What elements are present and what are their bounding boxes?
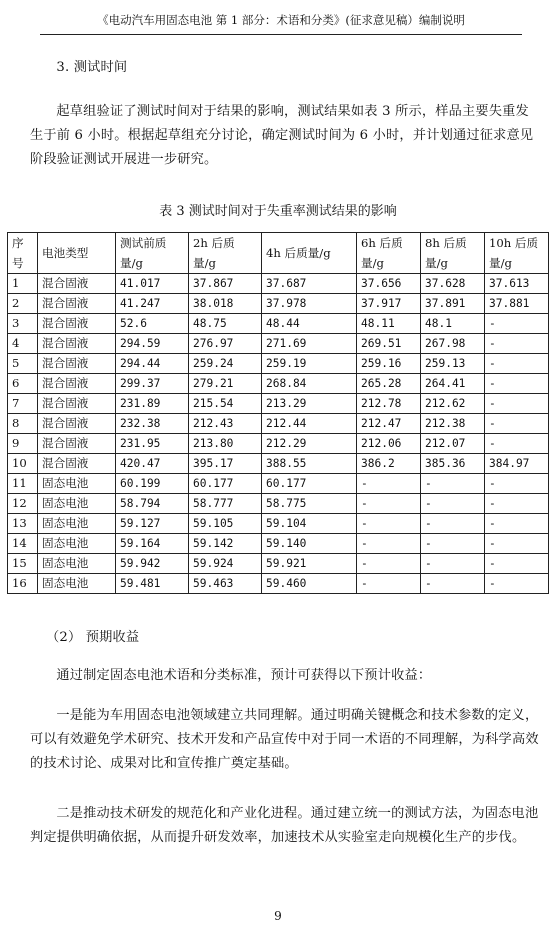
table-cell: 299.37 bbox=[116, 374, 189, 394]
benefit-point-1: 一是能为车用固态电池领域建立共同理解。通过明确关键概念和技术参数的定义，可以有效避免学术研究、技术开发和产品宣传中对于同一术语的不同理解，为科学高效的技术讨论、成果对比和宣传推广奠定基础。 bbox=[30, 708, 539, 771]
table-cell: 59.921 bbox=[262, 554, 357, 574]
table-cell: - bbox=[485, 394, 549, 414]
table-cell: 混合固液 bbox=[38, 374, 116, 394]
table-cell: 固态电池 bbox=[38, 574, 116, 594]
table-cell: 59.104 bbox=[262, 514, 357, 534]
table-cell: - bbox=[485, 474, 549, 494]
table-row bbox=[8, 274, 549, 294]
table-cell: 48.1 bbox=[421, 314, 485, 334]
table-cell: 294.44 bbox=[116, 354, 189, 374]
page-number: 9 bbox=[274, 909, 282, 923]
table-row bbox=[8, 414, 549, 434]
table-row bbox=[8, 574, 549, 594]
table-row bbox=[8, 294, 549, 314]
table-cell: 37.867 bbox=[189, 274, 262, 294]
table-cell: 7 bbox=[8, 394, 38, 414]
table-cell: 294.59 bbox=[116, 334, 189, 354]
table-cell: 213.29 bbox=[262, 394, 357, 414]
table-cell: 58.777 bbox=[189, 494, 262, 514]
table-cell: 15 bbox=[8, 554, 38, 574]
table-cell: 固态电池 bbox=[38, 534, 116, 554]
table-cell: - bbox=[485, 374, 549, 394]
table-cell: - bbox=[357, 514, 421, 534]
table-cell: 37.613 bbox=[485, 274, 549, 294]
table-cell: 212.62 bbox=[421, 394, 485, 414]
table-cell: 395.17 bbox=[189, 454, 262, 474]
table-cell: 60.199 bbox=[116, 474, 189, 494]
table-cell: - bbox=[485, 554, 549, 574]
table-row bbox=[8, 494, 549, 514]
table-row bbox=[8, 554, 549, 574]
table-cell: 48.44 bbox=[262, 314, 357, 334]
table-cell: 16 bbox=[8, 574, 38, 594]
table-cell: 58.794 bbox=[116, 494, 189, 514]
table-cell: 37.978 bbox=[262, 294, 357, 314]
table-cell: 212.43 bbox=[189, 414, 262, 434]
table-cell: 58.775 bbox=[262, 494, 357, 514]
table-cell: 268.84 bbox=[262, 374, 357, 394]
table-cell: 60.177 bbox=[189, 474, 262, 494]
column-header: 序号 bbox=[8, 233, 38, 274]
table-row bbox=[8, 354, 549, 374]
table-cell: - bbox=[485, 494, 549, 514]
table-cell: 混合固液 bbox=[38, 294, 116, 314]
table-cell: 265.28 bbox=[357, 374, 421, 394]
column-header: 10h 后质量/g bbox=[485, 233, 549, 274]
mass-loss-table bbox=[7, 232, 549, 594]
table-cell: 231.89 bbox=[116, 394, 189, 414]
table-cell: 259.24 bbox=[189, 354, 262, 374]
table-cell: 59.924 bbox=[189, 554, 262, 574]
table-cell: 212.38 bbox=[421, 414, 485, 434]
column-header: 2h 后质量/g bbox=[189, 233, 262, 274]
table-cell: 固态电池 bbox=[38, 514, 116, 534]
table-cell: 11 bbox=[8, 474, 38, 494]
table-cell: 213.80 bbox=[189, 434, 262, 454]
table-cell: 59.942 bbox=[116, 554, 189, 574]
table-cell: 38.018 bbox=[189, 294, 262, 314]
table-cell: 388.55 bbox=[262, 454, 357, 474]
table-cell: 259.16 bbox=[357, 354, 421, 374]
table-cell: - bbox=[421, 514, 485, 534]
table-cell: 3 bbox=[8, 314, 38, 334]
table-cell: - bbox=[357, 574, 421, 594]
table-cell: 混合固液 bbox=[38, 394, 116, 414]
table-cell: - bbox=[357, 474, 421, 494]
table-cell: 212.29 bbox=[262, 434, 357, 454]
benefit-point-2: 二是推动技术研发的规范化和产业化进程。通过建立统一的测试方法，为固态电池判定提供明确依据，从而提升研发效率，加速技术从实验室走向规模化生产的步伐。 bbox=[30, 806, 539, 845]
benefits-heading: （2） 预期收益 bbox=[46, 630, 140, 645]
table-cell: 59.127 bbox=[116, 514, 189, 534]
table-cell: 259.19 bbox=[262, 354, 357, 374]
table-cell: 59.463 bbox=[189, 574, 262, 594]
table-cell: 9 bbox=[8, 434, 38, 454]
table-cell: 混合固液 bbox=[38, 434, 116, 454]
table-cell: 48.11 bbox=[357, 314, 421, 334]
table-cell: 37.656 bbox=[357, 274, 421, 294]
table-cell: 混合固液 bbox=[38, 354, 116, 374]
table-cell: 41.017 bbox=[116, 274, 189, 294]
table-cell: 212.44 bbox=[262, 414, 357, 434]
table-cell: 6 bbox=[8, 374, 38, 394]
table-cell: 279.21 bbox=[189, 374, 262, 394]
table-cell: 37.628 bbox=[421, 274, 485, 294]
column-header: 测试前质量/g bbox=[116, 233, 189, 274]
table-cell: 固态电池 bbox=[38, 474, 116, 494]
table-row bbox=[8, 514, 549, 534]
table-cell: 59.142 bbox=[189, 534, 262, 554]
table-cell: 420.47 bbox=[116, 454, 189, 474]
table-row bbox=[8, 474, 549, 494]
page-header: 《电动汽车用固态电池 第 1 部分：术语和分类》(征求意见稿）编制说明 bbox=[40, 12, 522, 35]
table-cell: 固态电池 bbox=[38, 554, 116, 574]
table-cell: 59.481 bbox=[116, 574, 189, 594]
column-header: 6h 后质量/g bbox=[357, 233, 421, 274]
table-cell: 231.95 bbox=[116, 434, 189, 454]
table-cell: - bbox=[357, 534, 421, 554]
table-cell: - bbox=[421, 474, 485, 494]
table-cell: 混合固液 bbox=[38, 314, 116, 334]
table-header-row bbox=[8, 233, 549, 274]
table-cell: 混合固液 bbox=[38, 454, 116, 474]
table-cell: 271.69 bbox=[262, 334, 357, 354]
table-cell: 41.247 bbox=[116, 294, 189, 314]
table-cell: 267.98 bbox=[421, 334, 485, 354]
table-cell: - bbox=[485, 434, 549, 454]
table-cell: 264.41 bbox=[421, 374, 485, 394]
table-cell: 混合固液 bbox=[38, 274, 116, 294]
table-cell: 60.177 bbox=[262, 474, 357, 494]
table-cell: 232.38 bbox=[116, 414, 189, 434]
table-row bbox=[8, 334, 549, 354]
column-header: 电池类型 bbox=[38, 233, 116, 274]
column-header: 4h 后质量/g bbox=[262, 233, 357, 274]
table-cell: - bbox=[421, 534, 485, 554]
table-row bbox=[8, 374, 549, 394]
table-cell: 259.13 bbox=[421, 354, 485, 374]
table-cell: 386.2 bbox=[357, 454, 421, 474]
table-cell: 13 bbox=[8, 514, 38, 534]
section-heading: 3. 测试时间 bbox=[56, 60, 128, 75]
table-row bbox=[8, 434, 549, 454]
table-cell: 8 bbox=[8, 414, 38, 434]
table-cell: 59.105 bbox=[189, 514, 262, 534]
table-cell: 212.47 bbox=[357, 414, 421, 434]
table-cell: 59.164 bbox=[116, 534, 189, 554]
table-cell: 12 bbox=[8, 494, 38, 514]
table-cell: 2 bbox=[8, 294, 38, 314]
section-paragraph: 起草组验证了测试时间对于结果的影响，测试结果如表 3 所示，样品主要失重发生于前 6 小时。根据起草组充分讨论，确定测试时间为 6 小时，并计划通过征求意见阶段验证测试开展进一步研究。 bbox=[30, 104, 534, 167]
table-row bbox=[8, 314, 549, 334]
table-cell: 52.6 bbox=[116, 314, 189, 334]
table-cell: 276.97 bbox=[189, 334, 262, 354]
table-cell: 固态电池 bbox=[38, 494, 116, 514]
table-cell: 269.51 bbox=[357, 334, 421, 354]
table-cell: - bbox=[485, 334, 549, 354]
table-cell: 48.75 bbox=[189, 314, 262, 334]
table-cell: - bbox=[485, 414, 549, 434]
table-cell: - bbox=[485, 314, 549, 334]
table-cell: - bbox=[421, 554, 485, 574]
table-cell: 385.36 bbox=[421, 454, 485, 474]
table-cell: - bbox=[485, 534, 549, 554]
column-header: 8h 后质量/g bbox=[421, 233, 485, 274]
table-cell: - bbox=[485, 354, 549, 374]
table-row bbox=[8, 534, 549, 554]
table-cell: - bbox=[485, 514, 549, 534]
table-row bbox=[8, 454, 549, 474]
benefits-intro: 通过制定固态电池术语和分类标准，预计可获得以下预计收益： bbox=[56, 668, 432, 683]
table-cell: - bbox=[485, 574, 549, 594]
table-cell: 10 bbox=[8, 454, 38, 474]
table-cell: 5 bbox=[8, 354, 38, 374]
table-cell: 4 bbox=[8, 334, 38, 354]
table-cell: - bbox=[357, 554, 421, 574]
table-cell: 混合固液 bbox=[38, 334, 116, 354]
table-row bbox=[8, 394, 549, 414]
table-cell: 384.97 bbox=[485, 454, 549, 474]
table-cell: 37.891 bbox=[421, 294, 485, 314]
table-cell: 14 bbox=[8, 534, 38, 554]
table-cell: - bbox=[357, 494, 421, 514]
table-cell: 59.140 bbox=[262, 534, 357, 554]
table-cell: 37.917 bbox=[357, 294, 421, 314]
table-cell: 37.881 bbox=[485, 294, 549, 314]
table-cell: 215.54 bbox=[189, 394, 262, 414]
table-cell: - bbox=[421, 574, 485, 594]
table-cell: 59.460 bbox=[262, 574, 357, 594]
table-cell: - bbox=[421, 494, 485, 514]
table-cell: 37.687 bbox=[262, 274, 357, 294]
table-cell: 212.78 bbox=[357, 394, 421, 414]
table-cell: 212.06 bbox=[357, 434, 421, 454]
table-cell: 1 bbox=[8, 274, 38, 294]
table-cell: 混合固液 bbox=[38, 414, 116, 434]
table-cell: 212.07 bbox=[421, 434, 485, 454]
table-caption: 表 3 测试时间对于失重率测试结果的影响 bbox=[159, 204, 397, 219]
